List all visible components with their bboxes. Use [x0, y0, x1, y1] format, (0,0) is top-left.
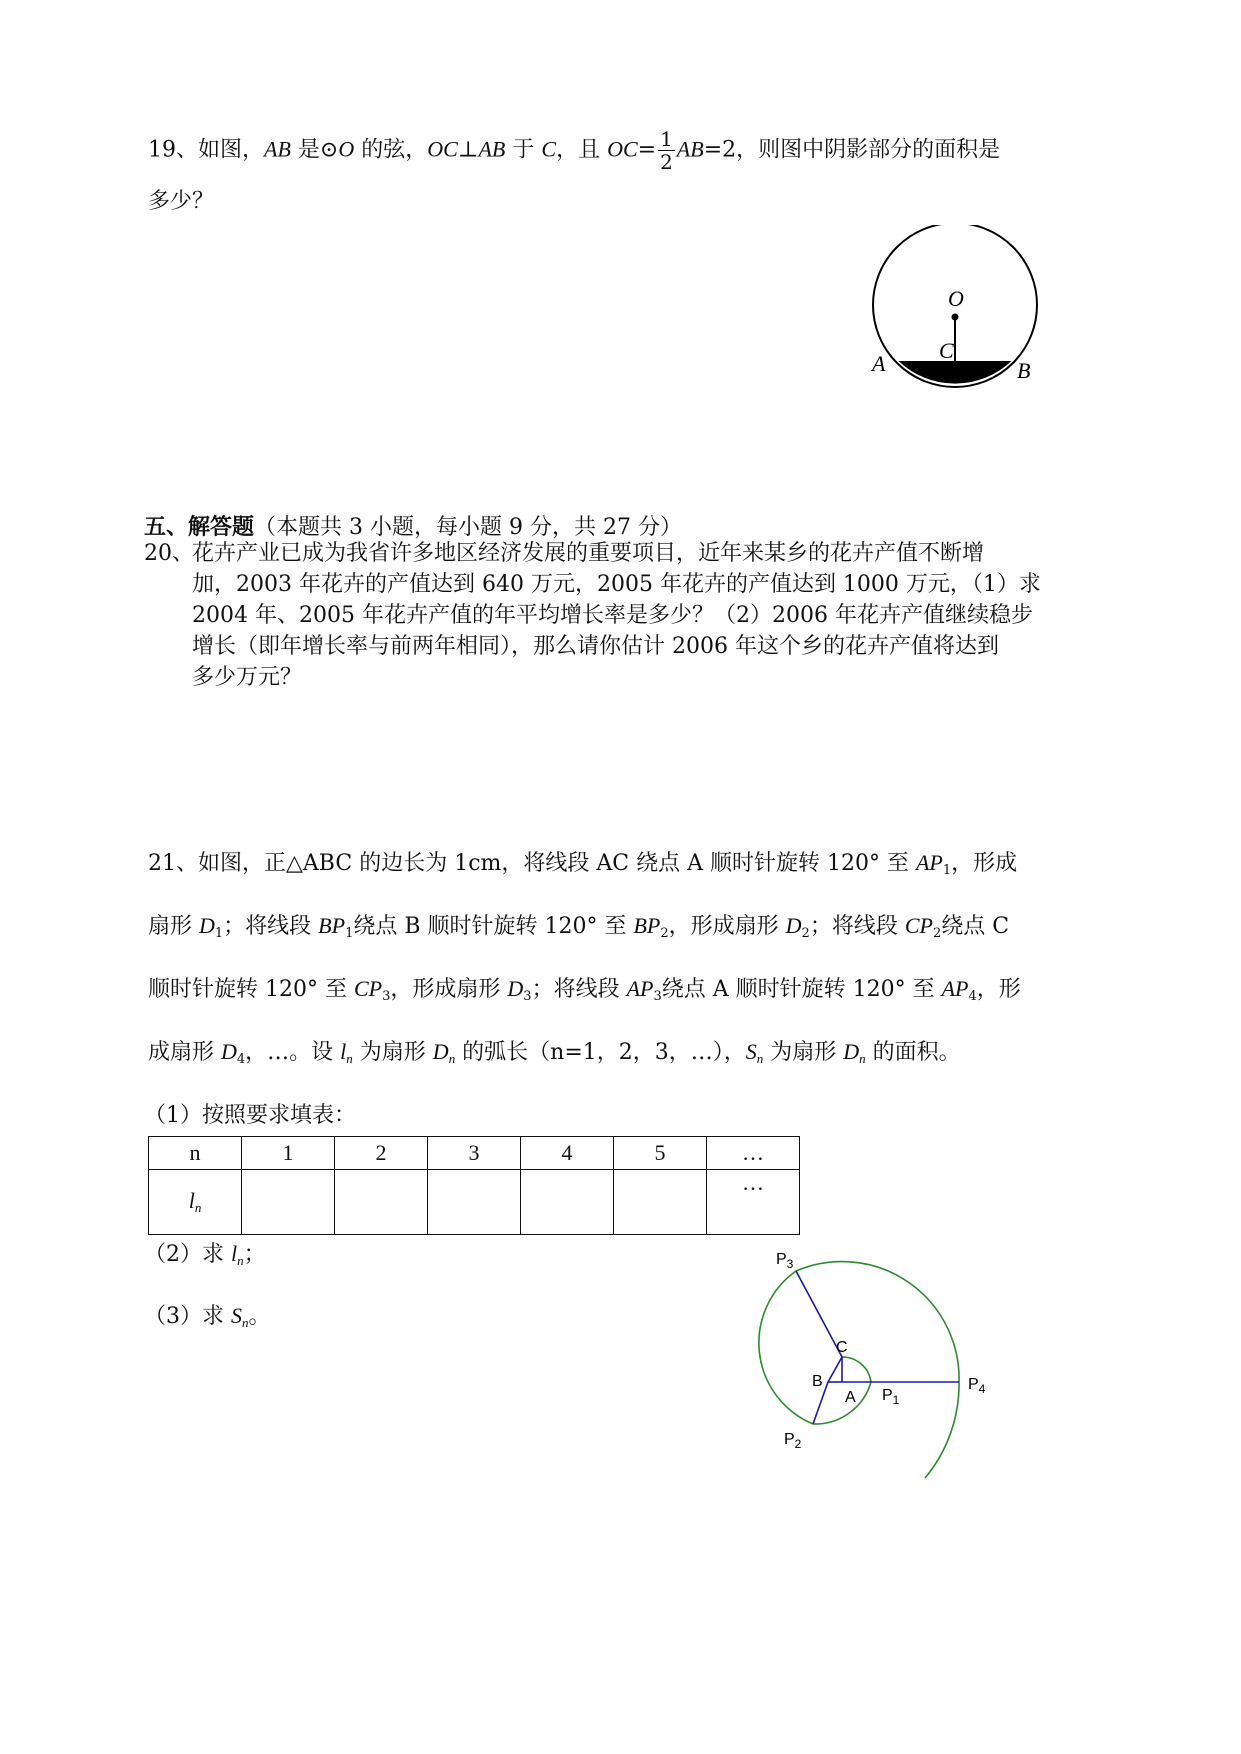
label-b: B — [812, 1373, 823, 1390]
row-label-var: l — [188, 1188, 195, 1213]
q19-text: ⊥ — [457, 137, 479, 163]
table-cell: n — [149, 1137, 242, 1170]
q21-var: AP — [626, 976, 654, 1001]
q21-subscript: n — [237, 1253, 244, 1268]
table-cell: … — [707, 1137, 800, 1170]
q19-text: ，且 — [556, 137, 608, 163]
q21-text: （3）求 — [144, 1304, 231, 1329]
q21-text: ，形 — [976, 977, 1021, 1002]
label-a: A — [872, 351, 886, 376]
q21-var: D — [199, 913, 215, 938]
table-cell: 3 — [428, 1137, 521, 1170]
q21-text: 21、如图，正△ABC 的边长为 1cm，将线段 AC 绕点 A 顺时针旋转 120° 至 — [148, 851, 916, 876]
q19-text: 于 — [505, 137, 542, 163]
q20-number: 20、 — [144, 541, 194, 566]
section-note: （本题共 3 小题，每小题 9 分，共 27 分） — [254, 515, 682, 540]
q21-text: ，…。设 — [245, 1040, 341, 1065]
q19-var: C — [541, 136, 557, 162]
q21-var: CP — [904, 913, 933, 938]
section-title — [144, 510, 682, 541]
q21-subscript: 3 — [653, 989, 662, 1004]
q19-text: = — [637, 137, 657, 163]
q21-subscript: 2 — [660, 926, 669, 941]
q21-var: D — [785, 913, 802, 938]
q21-text: 绕点 C — [941, 914, 1010, 939]
q20-line: 花卉产业已成为我省许多地区经济发展的重要项目，近年来某乡的花卉产值不断增 — [192, 541, 985, 566]
q21-line2 — [148, 910, 1009, 950]
q21-text: ，形成 — [951, 851, 1018, 876]
q21-text: 的弧长（n=1，2，3，…）， — [455, 1040, 746, 1065]
q20-line: 2004 年、2005 年花卉产值的年平均增长率是多少？（2）2006 年花卉产值继续稳步 — [192, 603, 1033, 628]
q21-text: 扇形 — [148, 914, 199, 939]
q21-line3 — [148, 973, 1021, 1013]
center-point-o — [952, 314, 959, 321]
answer-cell[interactable] — [614, 1170, 707, 1235]
segment-b-c — [828, 1357, 842, 1382]
table-header-row — [149, 1137, 800, 1170]
q21-var: D — [432, 1039, 449, 1064]
q19-line2: 多少？ — [148, 189, 215, 214]
q21-var: S — [745, 1039, 757, 1064]
q19-var: O — [338, 136, 355, 162]
q19-var: AB — [676, 136, 704, 162]
q21-subscript: n — [242, 1315, 249, 1330]
q19-text: =2，则图中阴影部分的面积是 — [703, 137, 1001, 163]
q20-body — [192, 538, 1041, 693]
sector-arc-d5 — [925, 1382, 959, 1478]
label-c: C — [939, 338, 954, 363]
q21-text: 为扇形 — [763, 1040, 844, 1065]
section-heading: 五、解答题 — [144, 514, 255, 540]
q20-line: 多少万元？ — [192, 665, 303, 690]
q21-subscript: 4 — [968, 989, 977, 1004]
label-c: C — [836, 1339, 848, 1356]
q21-spiral-figure — [740, 1240, 1020, 1490]
fraction-numerator: 1 — [660, 127, 673, 151]
row-label-sub: n — [194, 1200, 202, 1215]
q21-text: ； — [243, 1242, 266, 1267]
fraction-one-half — [658, 128, 675, 173]
q21-subscript: 1 — [214, 926, 224, 941]
q21-text: ；将线段 — [809, 914, 905, 939]
label-o: O — [948, 286, 964, 311]
q21-subscript: 3 — [523, 989, 532, 1004]
label-p4: $P_4$ — [968, 1376, 986, 1396]
q21-part1: （1）按照要求填表： — [144, 1103, 356, 1128]
q21-subscript: n — [448, 1051, 456, 1066]
q21-subscript: 2 — [932, 926, 942, 941]
q21-subscript: 1 — [942, 863, 952, 878]
q19-var: OC — [607, 136, 638, 162]
sector-arc-d1 — [842, 1357, 871, 1382]
q21-text: 绕点 B 顺时针旋转 120° 至 — [353, 914, 634, 939]
q21-var: BP — [633, 913, 661, 938]
q21-subscript: n — [346, 1051, 353, 1066]
q20-line: 加，2003 年花卉的产值达到 640 万元，2005 年花卉的产值达到 1000 万元，（1）求 — [192, 572, 1041, 597]
q19-var: AB — [478, 136, 506, 162]
fill-in-table — [148, 1136, 800, 1235]
q21-var: BP — [318, 913, 346, 938]
q21-text: ，形成扇形 — [390, 977, 508, 1002]
q21-var: l — [231, 1241, 238, 1266]
q19-var: OC — [427, 136, 458, 162]
sector-arc-d4 — [796, 1262, 959, 1382]
q21-text: ；将线段 — [223, 914, 319, 939]
fraction-denominator: 2 — [660, 150, 673, 174]
q21-var: AP — [941, 976, 969, 1001]
q21-subscript: n — [859, 1051, 866, 1066]
answer-cell[interactable] — [242, 1170, 335, 1235]
q19-text: 是⊙ — [290, 137, 339, 163]
q20-line: 增长（即年增长率与前两年相同），那么请你估计 2006 年这个乡的花卉产值将达到 — [192, 634, 999, 659]
shaded-segment — [899, 361, 1012, 384]
q21-part2 — [144, 1238, 266, 1277]
q21-text: （2）求 — [144, 1242, 231, 1267]
q19-line1 — [148, 128, 1000, 173]
label-a: A — [845, 1389, 856, 1406]
table-row-label — [149, 1170, 242, 1235]
table-cell: … — [707, 1170, 800, 1235]
label-p1: $P_1$ — [882, 1387, 900, 1407]
answer-cell[interactable] — [428, 1170, 521, 1235]
q21-text: 。 — [248, 1304, 271, 1329]
q21-text: 为扇形 — [352, 1040, 433, 1065]
q21-var: S — [231, 1303, 242, 1328]
q21-var: CP — [353, 976, 383, 1001]
sector-arc-d3 — [759, 1271, 813, 1424]
q21-line4 — [148, 1036, 961, 1076]
table-row — [149, 1170, 800, 1235]
q21-line1 — [148, 847, 1017, 887]
label-b: B — [1017, 358, 1031, 383]
q19-number: 19、如图， — [148, 137, 264, 163]
table-cell: 1 — [242, 1137, 335, 1170]
q21-text: 顺时针旋转 120° 至 — [148, 977, 354, 1002]
q21-subscript: 3 — [382, 989, 391, 1004]
q19-text: 的弦， — [354, 137, 428, 163]
answer-cell[interactable] — [335, 1170, 428, 1235]
q21-text: 的面积。 — [865, 1040, 961, 1065]
q19-var: AB — [264, 136, 291, 162]
table-cell: 2 — [335, 1137, 428, 1170]
q21-subscript: 4 — [236, 1052, 246, 1067]
q21-var: D — [507, 976, 524, 1001]
q21-part3 — [144, 1300, 271, 1339]
label-p2: $P_2$ — [784, 1431, 802, 1451]
q21-text: 成扇形 — [148, 1040, 221, 1065]
q21-var: AP — [915, 850, 943, 875]
q21-subscript: 2 — [801, 926, 810, 941]
q21-var: D — [221, 1039, 237, 1064]
q21-var: D — [843, 1039, 860, 1064]
q21-text: ，形成扇形 — [668, 914, 786, 939]
q21-subscript: n — [756, 1051, 764, 1066]
answer-cell[interactable] — [521, 1170, 614, 1235]
q21-subscript: 1 — [345, 926, 354, 941]
table-cell: 5 — [614, 1137, 707, 1170]
q19-circle-figure — [850, 225, 1050, 425]
table-cell: 4 — [521, 1137, 614, 1170]
q21-text: ；将线段 — [531, 977, 627, 1002]
q21-text: 绕点 A 顺时针旋转 120° 至 — [661, 977, 942, 1002]
label-p3: $P_3$ — [776, 1251, 794, 1271]
q21-var: l — [340, 1039, 347, 1064]
